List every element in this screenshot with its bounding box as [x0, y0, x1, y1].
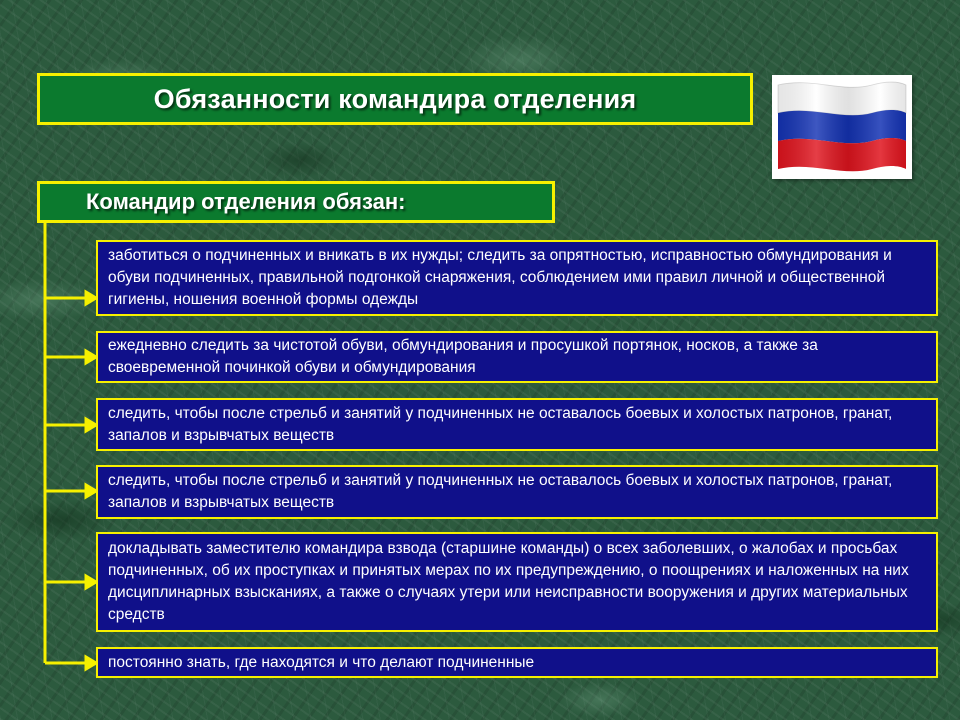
duty-item-2 [96, 398, 938, 451]
arrow-head-4 [86, 576, 96, 588]
arrow-head-2 [86, 419, 96, 431]
arrow-head-1 [86, 351, 96, 363]
arrow-head-5 [86, 657, 96, 669]
duty-item-3 [96, 465, 938, 519]
duty-item-4 [96, 532, 938, 632]
duty-item-5 [96, 647, 938, 678]
arrow-head-0 [86, 292, 96, 304]
duty-text: ежедневно следить за чистотой обуви, обмундирования и просушкой портянок, носков, а также за своевременной починкой обуви и обмундирования [108, 337, 818, 376]
page-title: Обязанности командира отделения [153, 83, 637, 114]
subtitle: Командир отделения обязан: [86, 189, 406, 214]
duty-text: докладывать заместителю командира взвода (старшине команды) о всех заболевших, о жалобах и просьбах подчиненных, об их проступках и принятых мерах по их предупреждению, о поощрениях и наложенных на них дисциплинарных взысканиях, а также о случаях утери или неисправности вооружения и других материальных средств [108, 540, 909, 623]
duty-item-0 [96, 240, 938, 316]
subtitle-banner [37, 181, 555, 223]
title-banner [37, 73, 753, 125]
duty-item-1 [96, 331, 938, 383]
duty-text: постоянно знать, где находятся и что делают подчиненные [108, 653, 535, 671]
flag-graphic [772, 75, 912, 179]
arrow-head-3 [86, 485, 96, 497]
duty-text: следить, чтобы после стрельб и занятий у подчиненных не оставалось боевых и холостых патронов, гранат, запалов и взрывчатых веществ [108, 472, 893, 511]
duty-text: заботиться о подчиненных и вникать в их нужды; следить за опрятностью, исправностью обмундирования и обуви подчиненных, правильной подгонкой снаряжения, соблюдением ими правил личной и общественной гигиены, ношения военной формы одежды [108, 247, 892, 308]
duty-text: следить, чтобы после стрельб и занятий у подчиненных не оставалось боевых и холостых патронов, гранат, запалов и взрывчатых веществ [108, 404, 893, 444]
russian-flag-icon [772, 75, 912, 179]
